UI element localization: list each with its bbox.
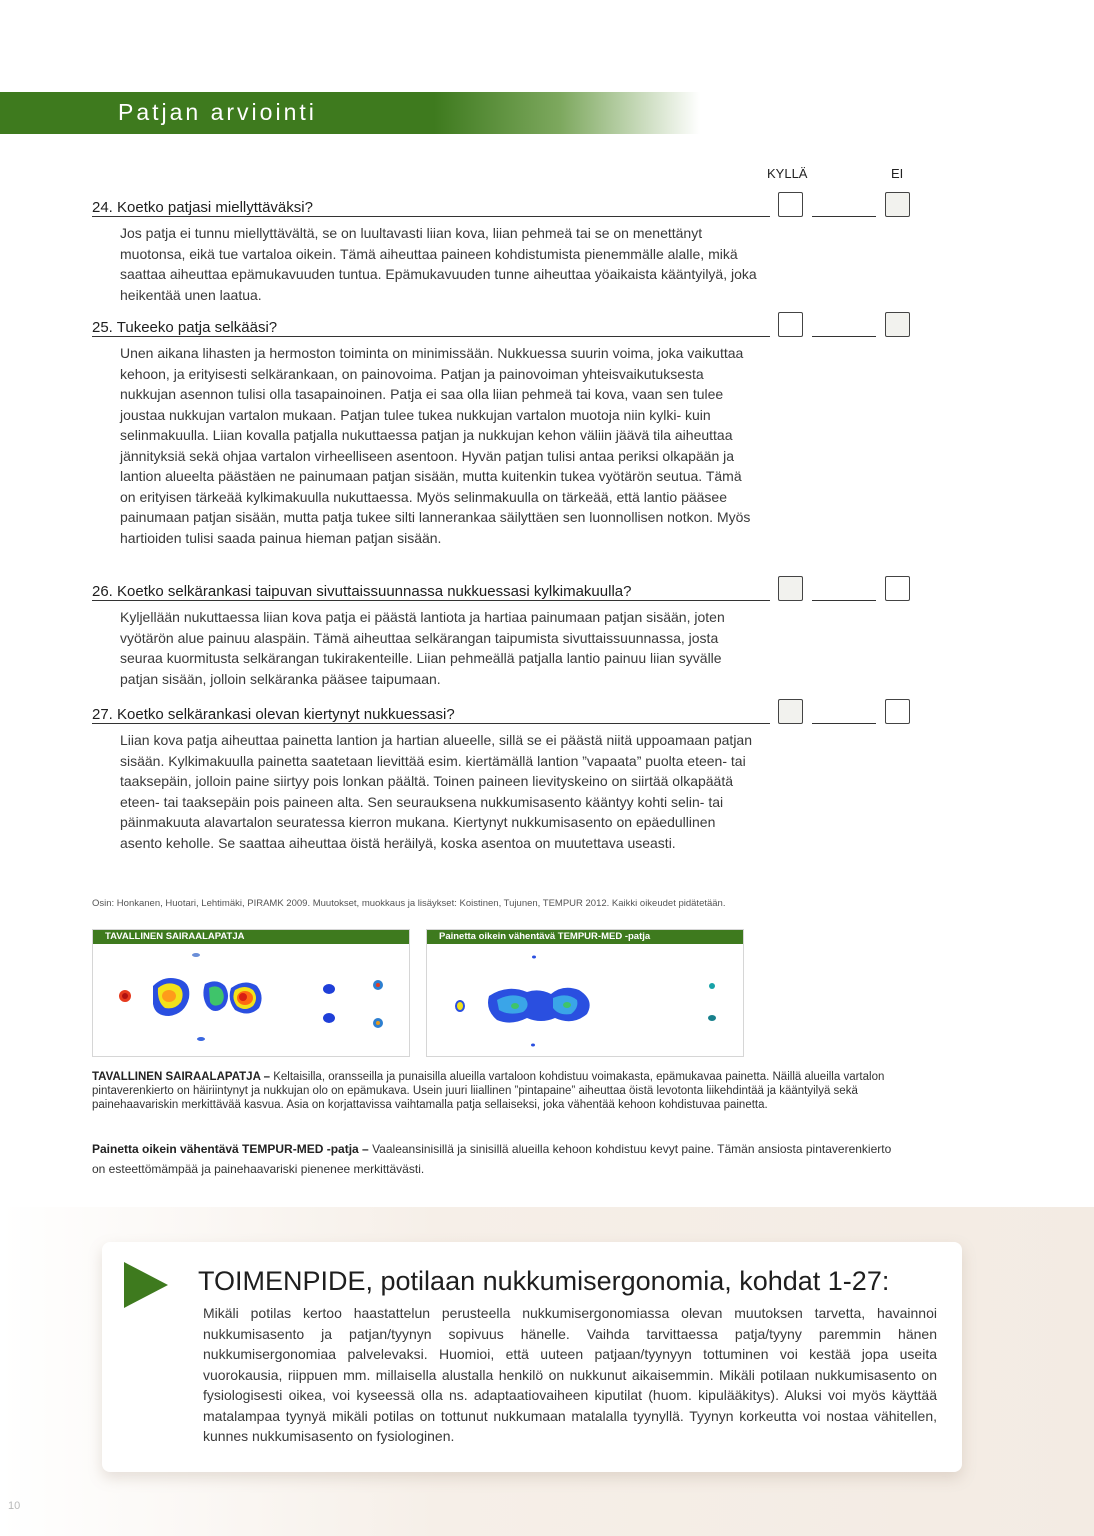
caption-tempur-mattress: [92, 1140, 892, 1179]
checkbox-yes-27[interactable]: [778, 699, 803, 724]
checkbox-no-24[interactable]: [885, 192, 910, 217]
caption-text: Keltaisilla, oransseilla ja punaisilla alueilla vartaloon kohdistuu voimakasta, epämukavaa painetta. Näillä alueilla vartalon pintaverenkierto on häiriintynyt ja nukkujan olo on epämukava. Usein juuri liiallinen ”pintapaine” aiheuttaa öistä levotonta liikehdintää ja kääntyilyä sekä painehaavariskin merkittävää kasvua. Asia on korjattavissa vaihtamalla patja sellaiseksi, joka vähentää kehoon kohdistuvaa painetta.: [92, 1071, 885, 1111]
pressure-map-tempur-mattress: [426, 929, 744, 1057]
question-26: [92, 580, 922, 689]
checkbox-yes-26[interactable]: [778, 576, 803, 601]
checkbox-no-26[interactable]: [885, 576, 910, 601]
page-number: 10: [8, 1500, 21, 1512]
checkbox-no-27[interactable]: [885, 699, 910, 724]
answer-line: [812, 336, 876, 337]
action-body: Mikäli potilas kertoo haastattelun perusteella nukkumisergonomiassa olevan muutoksen tarvetta, havainnoi nukkumisasento ja patjan/tyynyn sopivuus hänelle. Vaihda tarvittaessa patja/tyyny paremmin hänen nukkumisergonomiaa palvelevaksi. Huomioi, että uuteen patjaan/tyynyyn tottuminen voi kestää jopa useita vuorokausia, riippuen mm. millaisella alustalla henkilö on nukkunut aikaisemmin. Mikäli potilaan nukkumisasento on fysiologisesti oikea, voi kyseessä olla ns. adaptaatiovaiheen kiputilat (huom. kipulääkitys). Aluksi voi myös käyttää matalampaa tyynyä mikäli potilas on tottunut nukkumaan matalalla tyynyllä. Tyynyn korkeutta voi nostaa vähitellen, kunnes nukkumisasento on fysiologinen.: [203, 1305, 937, 1444]
answer-line: [812, 600, 876, 601]
play-arrow-icon: [124, 1262, 168, 1308]
question-25: [92, 316, 922, 548]
pressure-map-hospital-mattress: [92, 929, 410, 1057]
answer-line: [92, 723, 770, 724]
column-header-yes: KYLLÄ: [767, 166, 808, 181]
question-label: 26. Koetko selkärankasi taipuvan sivuttaissuunnassa nukkuessasi kylkimakuulla?: [92, 583, 632, 600]
caption-hospital-mattress: [92, 1070, 892, 1112]
section-title: Patjan arviointi: [118, 99, 317, 125]
column-header-no: EI: [891, 166, 904, 181]
action-title: TOIMENPIDE, potilaan nukkumisergonomia, kohdat 1-27:: [198, 1266, 890, 1296]
pressure-map-image: [427, 944, 743, 1056]
checkbox-yes-24[interactable]: [778, 192, 803, 217]
answer-line: [812, 216, 876, 217]
question-label: 24. Koetko patjasi miellyttäväksi?: [92, 199, 313, 216]
question-explanation: Jos patja ei tunnu miellyttävältä, se on luultavasti liian kova, liian pehmeä tai se on menettänyt muotonsa, eikä tue vartaloa oikein. Tämä aiheuttaa paineen kohdistumista pienemmälle alalle, mikä saattaa aiheuttaa epämukavuuden tuntua. Epämukavuuden tunne aiheuttaa yöaikaista kääntyilyä, joka heikentää unen laatua.: [120, 225, 757, 303]
checkbox-yes-25[interactable]: [778, 312, 803, 337]
question-explanation: Unen aikana lihasten ja hermoston toiminta on minimissään. Nukkuessa suurin voima, joka vaikuttaa kehoon, ja erityisesti selkärankaan, on painovoima. Patjan ja painovoiman yhteisvaikutuksesta nukkujan asennon tulisi olla tasapainoinen. Patja ei saa olla liian pehmeä tai kova, vaan sen tulee joustaa nukkujan vartalon mukaan. Patjan tulee tukea nukkujan vartalon muotoja niin kylki- kuin selinmakuulla. Liian kovalla patjalla nukuttaessa patjan ja nukkujan kehon väliin jäävä tila aiheuttaa jännityksiä sekä ohjaa vartalon virheelliseen asentoon. Hyvän patjan tulisi antaa periksi olkapään ja lantion alueelta päästäen ne painumaan patjan sisään, mutta kuitenkin tukea vyötärön seutua. Tämä on erityisen tärkeää kylkimakuulla nukuttaessa. Myös selinmakuulla on tärkeää, että lantio pääsee painumaan patjan sisään, mutta patja tukee silti lannerankaa säilyttäen sen luonnollisen notkon. Myös hartioiden tulisi saada painua hieman patjan sisään.: [120, 345, 751, 546]
question-explanation: Kyljellään nukuttaessa liian kova patja ei päästä lantiota ja hartiaa painumaan patjan sisään, joten vyötärön alue painuu alaspäin. Tämä aiheuttaa selkärangan taipumista sivuttaissuunnassa, josta seuraa kuormitusta selkärangan tukirakenteille. Liian pehmeällä patjalla lantio painuu liian syvälle patjan sisään, jolloin selkäranka pääsee taipumaan.: [120, 609, 725, 687]
answer-line: [92, 336, 770, 337]
caption-text: Vaaleansinisillä ja sinisillä alueilla kehoon kohdistuu kevyt paine. Tämän ansiosta pintaverenkierto on esteettömämpää ja painehaavariski pienenee merkittävästi.: [92, 1142, 892, 1176]
section-banner: [0, 92, 700, 134]
question-24: [92, 196, 922, 305]
question-explanation: Liian kova patja aiheuttaa painetta lantion ja hartian alueelle, sillä se ei päästä niitä uppoamaan patjan sisään. Kylkimakuulla painetta saatetaan lievittää esim. kiertämällä lantion ”vapaata” puolta eteen- tai taaksepäin, jolloin paine siirtyy pois lonkan päältä. Toinen paineen lievityskeino on siirtää olkapäätä eteen- tai taaksepäin pois paineen alta. Sen seurauksena nukkumisasento kääntyy kohti selin- tai päinmakuuta alavartalon seuratessa kierron mukana. Kiertynyt nukkumisasento on epäedullinen asento keholle. Se saattaa aiheuttaa öistä heräilyä, koska asentoa on muutettava useasti.: [120, 732, 753, 851]
question-label: 27. Koetko selkärankasi olevan kiertynyt nukkuessasi?: [92, 706, 455, 723]
answer-line: [812, 723, 876, 724]
caption-title: TAVALLINEN SAIRAALAPATJA –: [92, 1071, 271, 1083]
answer-line: [92, 600, 770, 601]
checkbox-no-25[interactable]: [885, 312, 910, 337]
source-note: Osin: Honkanen, Huotari, Lehtimäki, PIRAMK 2009. Muutokset, muokkaus ja lisäykset: Koistinen, Tujunen, TEMPUR 2012. Kaikki oikeudet pidätetään.: [92, 898, 726, 909]
question-27: [92, 703, 922, 853]
image-title: TAVALLINEN SAIRAALAPATJA: [93, 930, 409, 944]
question-label: 25. Tukeeko patja selkääsi?: [92, 319, 278, 336]
image-title: Painetta oikein vähentävä TEMPUR-MED -patja: [427, 930, 743, 944]
pressure-map-image: [93, 944, 409, 1056]
answer-line: [92, 216, 770, 217]
caption-title: Painetta oikein vähentävä TEMPUR-MED -patja –: [92, 1142, 369, 1156]
